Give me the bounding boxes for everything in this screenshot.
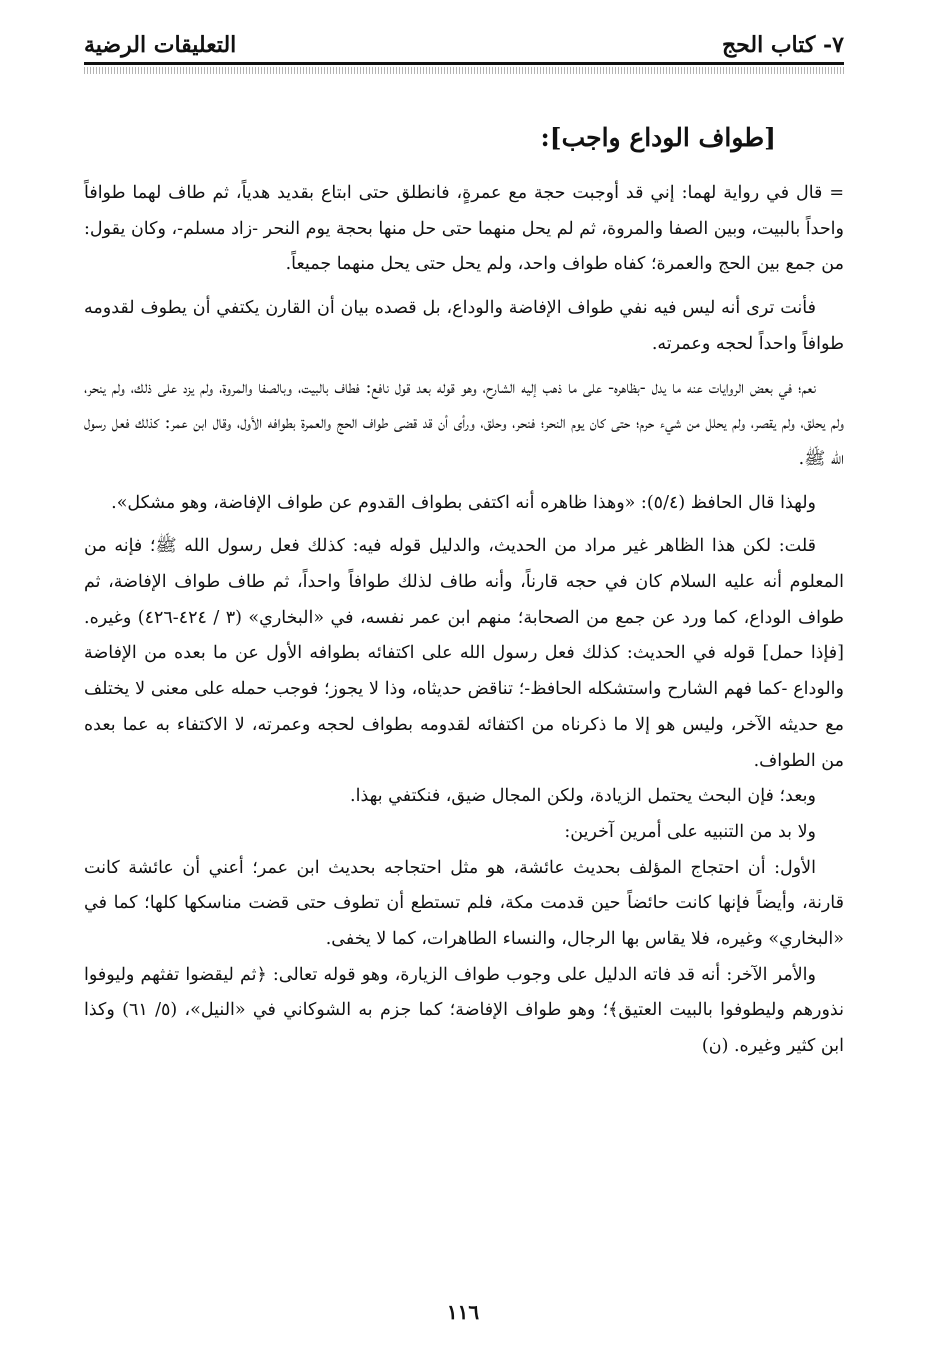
book-title: التعليقات الرضية: [84, 32, 237, 58]
paragraph: الأول: أن احتجاج المؤلف بحديث عائشة، هو مثل احتجاجه بحديث ابن عمر؛ أعني أن عائشة كانت قارنة، وأيضاً فإنها كانت حائضاً حين قدمت مكة، فلم تستطع أن تطوف حتى قضت مناسكها كلها؛ كما في «البخاري» وغيره، فلا يقاس بها الرجال، والنساء الطاهرات، كما لا يخفى.: [84, 857, 844, 950]
paragraph: ولهذا قال الحافظ (٥/٤): «وهذا ظاهره أنه اكتفى بطواف القدوم عن طواف الإفاضة، وهو مشكل».: [111, 492, 816, 513]
paragraph: والأمر الآخر: أنه قد فاته الدليل على وجوب طواف الزيارة، وهو قوله تعالى: ﴿ثم ليقضوا تفثهم وليوفوا نذورهم وليطوفوا بالبيت العتيق﴾؛ وهو طواف الإفاضة؛ كما جزم به الشوكاني في «النيل»، (٥/ ٦١) وكذا ابن كثير وغيره. (ن): [84, 964, 844, 1057]
paragraph: قلت: لكن هذا الظاهر غير مراد من الحديث، والدليل قوله فيه: كذلك فعل رسول الله ﷺ؛ فإنه من المعلوم أنه عليه السلام كان في حجه قارناً، وأنه طاف لذلك طوافاً واحداً، ثم طاف طواف الإفاضة، ثم طواف الوداع، كما ورد عن جمع من الصحابة؛ منهم ابن عمر نفسه، في «البخاري» (٣ / ٤٢٤-٤٢٦) وغيره. [فإذا حمل] قوله في الحديث: كذلك فعل رسول الله على اكتفائه بطوافه الأول عن ما بعده من الإفاضة والوداع -كما فهم الشارح واستشكله الحافظ-؛ تناقض حديثاه، وذا لا يجوز؛ فوجب حمله على معنى لا يختلف مع حديثه الآخر، وليس هو إلا ما ذكرناه من اكتفائه لقدومه بطواف لحجه وعمرته، لا الاكتفاء به عما بعده من الطواف.: [84, 536, 844, 771]
paragraph: فأنت ترى أنه ليس فيه نفي طواف الإفاضة والوداع، بل قصده بيان أن القارن يكتفي أن يطوف لقدومه طوافاً واحداً لحجه وعمرته.: [84, 298, 844, 354]
paragraph: نعم؛ في بعض الروايات عنه ما يدل -بظاهره- على ما ذهب إليه الشارح، وهو قوله بعد قول نافع: فطاف بالبيت، وبالصفا والمروة، ولم يزد على ذلك، ولم ينحر، ولم يحلق، ولم يقصر، ولم يحلل من شيء حرم؛ حتى كان يوم النحر؛ فنحر، وحلق، ورأى أن قد قضى طواف الحج والعمرة بطوافه الأول، وقال ابن عمر: كذلك فعل رسول الله ﷺ.: [84, 377, 844, 469]
header-rule: [84, 62, 844, 65]
paragraph: وبعد؛ فإن البحث يحتمل الزيادة، ولكن المجال ضيق، فنكتفي بهذا.: [350, 786, 816, 807]
chapter-label: ٧- كتاب الحج: [721, 32, 844, 58]
page-number: ١١٦: [446, 1300, 480, 1324]
body-text: [84, 176, 844, 1065]
section-title: [طواف الوداع واجب]:: [540, 123, 776, 152]
header-dotted-rule: [84, 67, 844, 74]
paragraph: = قال في رواية لهما: إني قد أوجبت حجة مع عمرةٍ، فانطلق حتى ابتاع بقديد هدياً، ثم طاف لهما طوافاً واحداً بالبيت، وبين الصفا والمروة، ثم لم يحل منهما حتى حل منها بحجة يوم النحر -زاد مسلم-، وكان يقول: من جمع بين الحج والعمرة؛ كفاه طواف واحد، ولم يحل حتى يحل منهما جميعاً.: [84, 183, 844, 275]
page-header: [84, 24, 844, 60]
paragraph: ولا بد من التنبيه على أمرين آخرين:: [564, 821, 816, 842]
